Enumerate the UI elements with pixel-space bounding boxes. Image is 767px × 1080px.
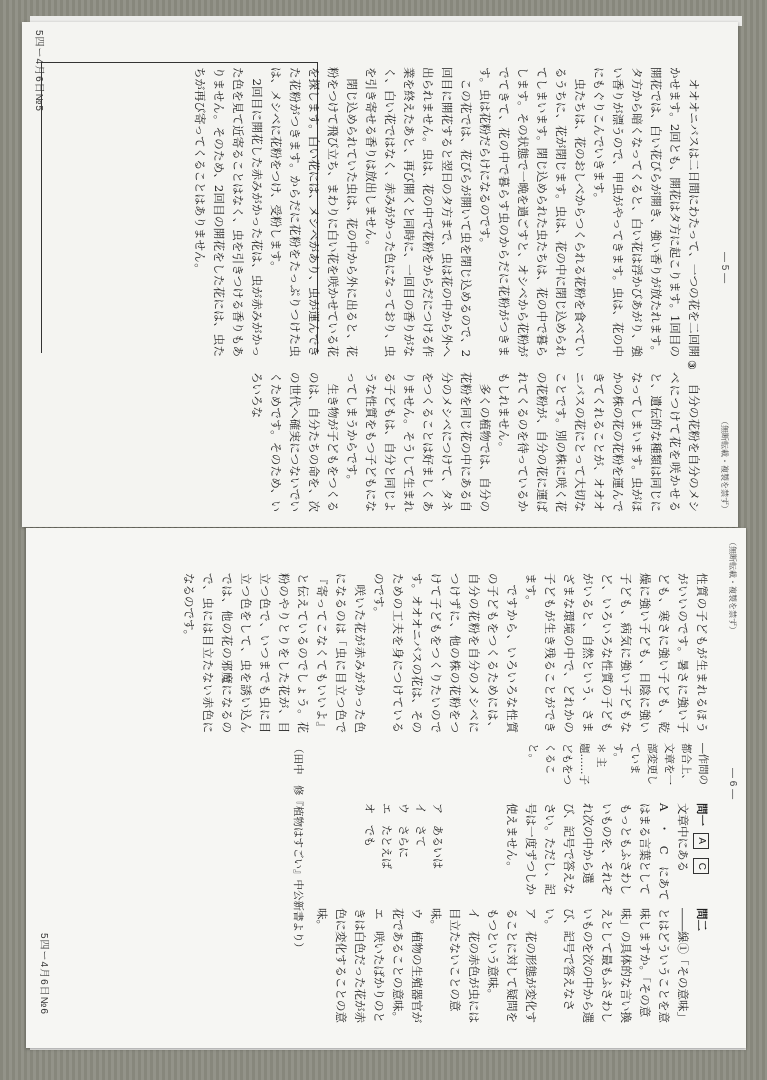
question-2-text: ――線①「その意味」とはどういうことを意味しますか。「その意味」の具体的な言い換えとして最もふさわしいものを次の中から選び、記号で答えなさい。 — [543, 908, 690, 1023]
note-line: ＊ 主題……子どもをつくること。 — [527, 743, 607, 785]
bottom-page — [26, 528, 746, 1048]
paragraph: この花では、花びらが開いて虫を閉じ込めるので、2回目に開花すると翌日のタ方まで、虫は花の中から外へ出られません。虫は、花の中で花粉をからだにつける作業を終えたあと、再び開くと同時に、一回目の香りがなく、白い花ではなく、赤みがかった色になっており、虫を引き寄せる香りは放出しません。 — [364, 67, 473, 357]
page-number: ― 5 ― — [719, 252, 730, 284]
choice[interactable]: ウ さらに — [397, 803, 410, 858]
choice[interactable]: ア 花の形態が変化することに対して疑問をもつという意味。 — [486, 908, 538, 1023]
paragraph: 多くの植物では、自分の花粉を同じ花の中にある自分のメシベにつけて、タネをつくることは好ましくありません。そうして生まれる子どもは、自分と同じような性質をもつ子どもになってしまうからです。 — [345, 372, 492, 512]
choice[interactable]: イ さて — [414, 803, 427, 847]
choice[interactable]: エ たとえば — [380, 803, 393, 869]
paragraph: ですから、いろいろな性質の子どもをつくるためには、自分の花粉を自分のメシベにつけずに、他の株の花粉をつけて子どもをつくりたいのです。オオオニバスの花は、そのための工夫を身につけているのです。 — [372, 573, 519, 733]
copyright-notice: （無断転載・複製を禁ず） — [720, 417, 729, 513]
notes — [524, 743, 711, 793]
choice[interactable]: エ 咲いたばかりのときは白色だった花が赤色に変化することの意味。 — [315, 908, 386, 1023]
choice[interactable]: オ でも — [363, 803, 376, 847]
top-page — [22, 22, 738, 527]
passage-lower — [48, 372, 703, 512]
paragraph: 閉じ込められていた虫は、花の中から外に出ると、花粉をつけて飛び立ち、まわりに白い花を咲かせている花を探します。白い花には、メシベがあり、虫が運んできた花粉がつきます。からだに花粉をたっぷりつけた虫は、メシベに花粉をつけ、受粉します。 — [269, 67, 359, 357]
paragraph: 2回目に開花した赤みがかった花は、虫が赤みがかった色を見て近寄ることはなく、虫を引きつける香りもありません。そのため、2回目の開花をした花には、虫たちが再び寄ってくることはありません。 — [193, 67, 264, 357]
passage-upper — [48, 67, 703, 357]
top-page-content — [22, 22, 738, 527]
note-line: ―作問の都合上、文章を一部変更しています。 — [612, 743, 709, 785]
choice[interactable]: ウ 植物の生殖器官が花であることの意味。 — [391, 908, 424, 1023]
paragraph: 虫たちは、花のおしべからつくられる花粉を食べているうちに、花が閉じます。虫は、花の中に閉じ込められてしまいます。閉じ込められた虫たちは、花の中で暮らします。その状態で一晩を過ごすと、オシベから花粉がでてきて、花の中で暮らす虫のからだに花粉がつきます。虫は花粉だらけになるのです。 — [478, 67, 587, 357]
paragraph: 性質の子どもが生まれるほうがいいのです。暑さに強い子ども、寒さに強い子ども、乾燥に強い子ども、日陰に強い子ども、病気に強い子どもなど、いろいろな性質の子どもがいると、自然という、さまざまな環境の中で、どれかの子どもが生き残ることができます。 — [524, 573, 709, 733]
page-number: ― 6 ― — [727, 768, 738, 800]
question-1-text: 文章中にある A ・ C にあてはまる言葉としてもっともふさわしいものを、それぞれ次の中から選び、記号で答えなさい。ただし、記号は一度ずつしか使えません。 — [505, 803, 690, 901]
bottom-page-content — [26, 528, 746, 1048]
question-2-label: 問二 — [695, 908, 709, 931]
copyright-notice: （無断転載・複製を禁ず） — [728, 538, 737, 634]
question-1-choices — [361, 803, 446, 903]
choice[interactable]: ア あるいは — [431, 803, 444, 869]
footnote-marker: ③ — [685, 360, 698, 370]
blank-box-a: A — [693, 833, 709, 849]
paragraph: 咲いた花が赤みがかった色になるのは「虫に目立つ色で『寄ってこなくてもいいよ』と伝えているのでしょう。花粉のやりとりをした花が、目立つ色で、いつまでも虫に目立つ色をして、虫を誘い込んでは、他の花の邪魔になるので、虫には目立たない赤色になるのです。 — [182, 573, 367, 733]
choice[interactable]: イ 花の赤色が虫には目立たないことの意味。 — [429, 908, 481, 1023]
paragraph: 自分の花粉を自分のメシベにつけて花を咲かせると、遺伝的な種類は同じになってしまいます。虫がほかの株の花の花粉を運んできてくれることが、オオオニバスの花にとって大切なことです。別の株に咲く花の花粉が、自分の花に運ばれてくるのを待っているかもしれません。 — [497, 372, 701, 512]
page-header: 5四ー4月6日№6 — [38, 933, 49, 1015]
page-header: 5四ー4月6日№5 — [33, 30, 44, 112]
question-1-label: 問一 — [695, 803, 709, 826]
passage — [56, 573, 711, 733]
paragraph: 生き物が子どもをつくるのは、自分たちの命を、次の世代へ確実につないでいくためです。そのため、いろいろな — [250, 372, 340, 512]
question-2 — [56, 908, 711, 1028]
citation: （田中 修『植物はすごい』中公新書より） — [292, 743, 304, 953]
blank-box-c: C — [693, 858, 709, 874]
paragraph: オオオニバスは二日間にわたって、一つの花を二回開かせます。2回とも、開花はタ方に起こります。1回目の開花では、白い花びらが開き、強い香りが放たれます。タ方から暗くなってくると、白い花は浮かびあがり、強い香りが漂うので、甲虫がやってきます。虫は、花の中にもぐりこんでいきます。 — [592, 67, 701, 357]
